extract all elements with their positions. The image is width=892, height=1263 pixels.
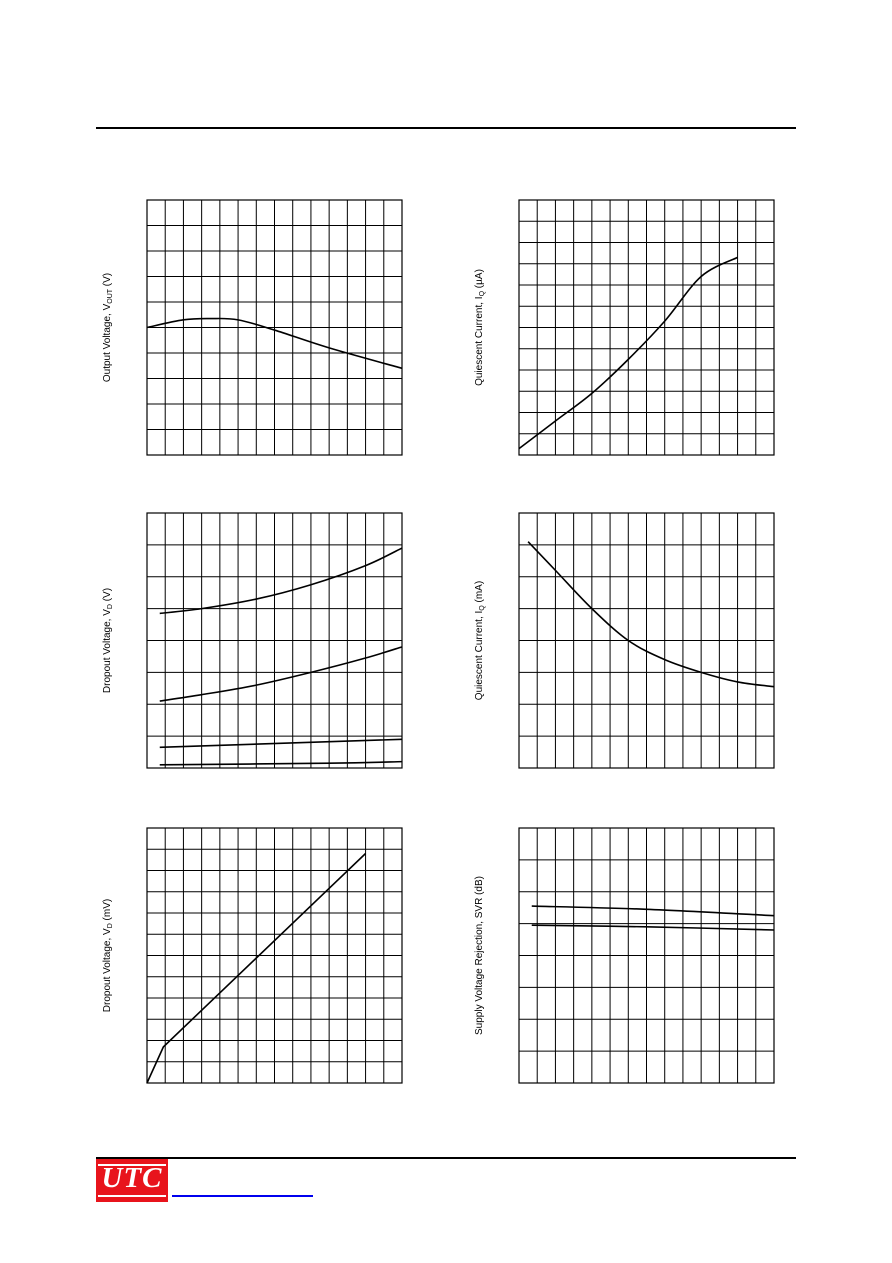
logo-bottom-line bbox=[98, 1195, 166, 1197]
y-axis-label bbox=[102, 588, 114, 693]
chart-svg bbox=[96, 508, 426, 770]
y-axis-label-subscript: Q bbox=[479, 605, 486, 611]
chart-quiescent-current-ua bbox=[468, 195, 798, 457]
chart-svg bbox=[468, 195, 798, 457]
y-axis-label bbox=[474, 581, 486, 700]
y-axis-label-main: Quiescent Current, I bbox=[474, 296, 485, 386]
y-axis-label-unit: (V) bbox=[102, 587, 113, 605]
chart-grid bbox=[519, 828, 774, 1083]
y-axis-label-main: Quiescent Current, I bbox=[474, 610, 485, 701]
footer-rule bbox=[96, 1157, 796, 1159]
chart-grid bbox=[519, 200, 774, 455]
y-axis-label-unit: (µA) bbox=[474, 269, 485, 291]
utc-logo-text: UTC bbox=[101, 1162, 163, 1194]
website-link[interactable] bbox=[172, 1195, 313, 1197]
y-axis-label-main: Output Voltage, V bbox=[102, 303, 113, 383]
chart-grid bbox=[519, 513, 774, 768]
y-axis-label bbox=[102, 273, 114, 382]
y-axis-label-unit: (V) bbox=[102, 272, 113, 289]
y-axis-label-unit: (mV) bbox=[102, 898, 113, 924]
chart-output-voltage bbox=[96, 195, 426, 457]
chart-svg bbox=[96, 195, 426, 457]
y-axis-label bbox=[102, 899, 114, 1012]
y-axis-label-subscript: D bbox=[107, 923, 114, 929]
y-axis-label-subscript: OUT bbox=[107, 288, 114, 304]
chart-dropout-voltage-mv bbox=[96, 823, 426, 1085]
chart-svg bbox=[468, 823, 798, 1085]
chart-grid bbox=[147, 828, 402, 1083]
chart-svg bbox=[468, 508, 798, 770]
y-axis-label bbox=[474, 269, 486, 386]
chart-svg bbox=[96, 823, 426, 1085]
header-rule bbox=[96, 127, 796, 129]
y-axis-label-subscript: Q bbox=[479, 290, 486, 297]
chart-grid bbox=[147, 513, 402, 768]
chart-supply-voltage-rejection bbox=[468, 823, 798, 1085]
chart-grid bbox=[147, 200, 402, 455]
chart-dropout-voltage-v bbox=[96, 508, 426, 770]
y-axis-label-main: Supply Voltage Rejection, SVR (dB) bbox=[474, 876, 485, 1035]
chart-quiescent-current-ma bbox=[468, 508, 798, 770]
y-axis-label-main: Dropout Voltage, V bbox=[102, 928, 113, 1013]
y-axis-label-unit: (mA) bbox=[474, 580, 485, 606]
y-axis-label-subscript: D bbox=[107, 604, 114, 610]
y-axis-label-main: Dropout Voltage, V bbox=[102, 609, 113, 694]
utc-logo bbox=[96, 1159, 168, 1202]
y-axis-label bbox=[474, 876, 485, 1035]
